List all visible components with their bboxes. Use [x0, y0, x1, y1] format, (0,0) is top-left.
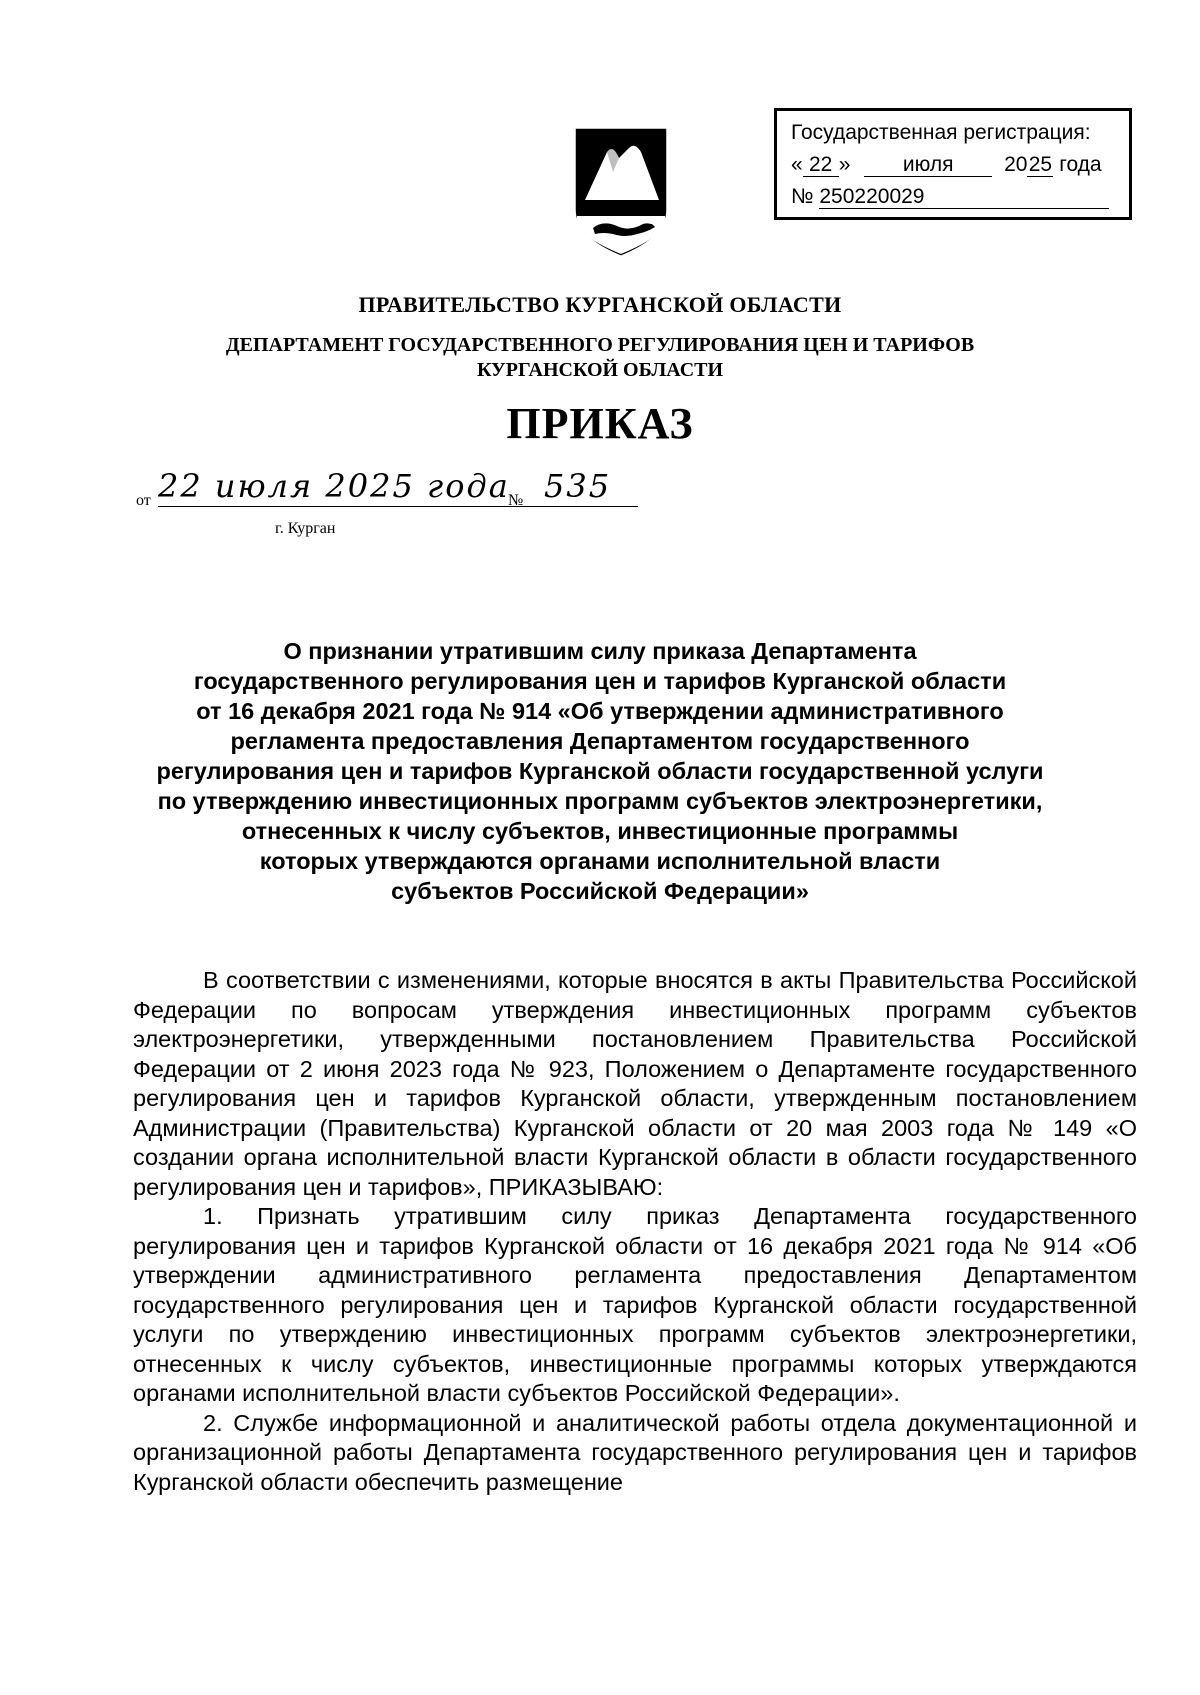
document-type-heading: ПРИКАЗ — [506, 399, 694, 448]
title-line: субъектов Российской Федерации» — [391, 878, 809, 904]
registration-number-label: № — [791, 185, 814, 208]
registration-month: июля — [864, 154, 992, 177]
order-body — [133, 966, 1137, 1497]
title-line: по утверждению инвестиционных программ субъектов электроэнергетики, — [157, 788, 1043, 814]
title-line: регламента предоставления Департаментом государственного — [230, 728, 970, 754]
title-line: государственного регулирования цен и тарифов Курганской области — [193, 668, 1007, 694]
date-from-label: от — [136, 492, 151, 509]
registration-year-prefix: 20 — [1004, 153, 1028, 176]
title-line: от 16 декабря 2021 года № 914 «Об утверждении административного — [196, 698, 1004, 724]
title-line: отнесенных к числу субъектов, инвестиционные программы — [241, 818, 959, 844]
registration-year-suffix: 25 — [1028, 153, 1053, 176]
registration-label: Государственная регистрация: — [791, 121, 1091, 144]
handwritten-date: 22 июля 2025 года — [158, 467, 510, 505]
handwritten-number: 535 — [544, 467, 612, 505]
department-heading-line1: ДЕПАРТАМЕНТ ГОСУДАРСТВЕННОГО РЕГУЛИРОВАНИЯ ЦЕН И ТАРИФОВ — [225, 334, 975, 356]
body-paragraph-item-2: 2. Службе информационной и аналитической работы отдела документационной и организационной работы Департамента государственного регулирования цен и тарифов Курганской области обеспечить размещение — [133, 1409, 1137, 1495]
registration-open-quote: « — [791, 153, 803, 176]
title-line: регулирования цен и тарифов Курганской области государственной услуги — [156, 758, 1044, 784]
order-title — [110, 636, 1090, 906]
handwritten-date-field — [158, 467, 638, 507]
registration-stamp — [774, 108, 1132, 220]
registration-close-quote: » — [838, 153, 851, 176]
government-heading: ПРАВИТЕЛЬСТВО КУРГАНСКОЙ ОБЛАСТИ — [358, 292, 842, 317]
coat-of-arms-emblem — [573, 128, 669, 258]
body-paragraph-item-1: 1. Признать утратившим силу приказ Департамента государственного регулирования цен и тарифов Курганской области от 16 декабря 2021 года № 914 «Об утверждении административного регламента предоставления Департаментом государственного регулирования цен и тарифов Курганской области государственной услуги по утверждению инвестиционных программ субъектов электроэнергетики, отнесенных к числу субъектов, инвестиционные программы которых утверждаются органами исполнительной власти субъектов Российской Федерации». — [133, 1203, 1137, 1406]
department-heading-line2: КУРГАНСКОЙ ОБЛАСТИ — [476, 359, 724, 381]
registration-year-word: года — [1059, 153, 1102, 176]
title-line: которых утверждаются органами исполнительной власти — [259, 848, 941, 874]
order-number-label: № — [508, 492, 524, 509]
registration-number: 250220029 — [819, 186, 1109, 209]
registration-date — [791, 153, 1121, 177]
registration-number-row — [791, 185, 1109, 209]
department-heading — [0, 333, 1200, 383]
body-paragraph-preamble: В соответствии с изменениями, которые вносятся в акты Правительства Российской Федерации по вопросам утверждения инвестиционных программ субъектов электроэнергетики, утвержденными постановлением Правительства Российской Федерации от 2 июня 2023 года № 923, Положением о Департаменте государственного регулирования цен и тарифов Курганской области, утвержденным постановлением Администрации (Правительства) Курганской области от 20 мая 2003 года № 149 «О создании органа исполнительной власти Курганской области в области государственного регулирования цен и тарифов», ПРИКАЗЫВАЮ: — [133, 967, 1137, 1200]
registration-day: 22 — [803, 154, 839, 177]
title-line: О признании утратившим силу приказа Департамента — [283, 638, 917, 664]
city-label: г. Курган — [275, 520, 336, 537]
